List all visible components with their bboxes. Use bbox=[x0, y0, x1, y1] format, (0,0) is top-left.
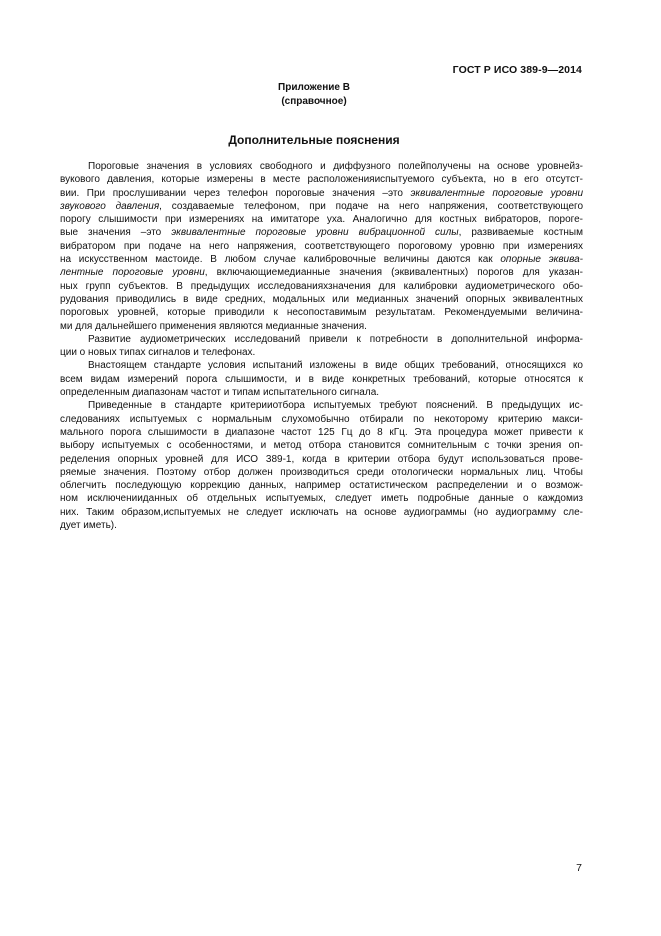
text-line bbox=[60, 187, 583, 200]
text-line bbox=[60, 506, 583, 519]
text-run: ных групп субъектов. В предыдущих исследованияхзначения для калибровки аудиометрического обо- bbox=[60, 280, 583, 292]
text-line bbox=[60, 426, 583, 439]
text-line bbox=[60, 306, 583, 319]
body-text bbox=[60, 160, 583, 532]
text-run: на искусственном мастоиде. В любом случае калибровочные величины даются как bbox=[60, 254, 501, 266]
text-line bbox=[60, 240, 583, 253]
text-run: мального порога слышимости в диапазоне частот 125 Гц до 8 кГц. Эта процедура может привести к bbox=[60, 426, 583, 438]
text-line bbox=[60, 373, 583, 386]
text-run: них. Таким образом,испытуемых не следует исключать на основе аудиограммы (но аудиограмму сле- bbox=[60, 506, 583, 518]
page-number: 7 bbox=[576, 862, 582, 874]
italic-term: лентные пороговые уровни bbox=[60, 267, 205, 279]
text-run: ми для дальнейшего применения являются медианные значения. bbox=[60, 320, 367, 332]
text-line bbox=[60, 333, 583, 346]
text-line bbox=[60, 213, 583, 226]
text-line bbox=[60, 266, 583, 279]
text-run: ряемые значения. Поэтому отбор должен производиться среди отологически нормальных лиц. Чтобы bbox=[60, 466, 583, 478]
text-run: вукового давления, которые измерены в месте расположенияиспытуемого субъекта, но в его отсутст- bbox=[60, 174, 583, 186]
paragraph bbox=[60, 160, 583, 333]
text-line bbox=[60, 492, 583, 505]
text-run: вии. При прослушивании через телефон пороговые значения –это bbox=[60, 187, 411, 199]
text-line bbox=[60, 346, 583, 359]
section-title: Дополнительные пояснения bbox=[228, 133, 400, 147]
text-run: ределения опорных уровней для ИСО 389-1, когда в критерии отбора будут использоваться прове- bbox=[60, 453, 583, 465]
text-run: пороговых уровней, которые приводили к несопоставимым результатам. Рекомендуемыми величина- bbox=[60, 307, 583, 319]
annex-label: Приложение В bbox=[278, 82, 350, 93]
italic-term: звукового давления bbox=[60, 200, 160, 212]
text-run: всем видам измерений порога слышимости, и в виде конкретных требований, которые относятся к bbox=[60, 373, 583, 385]
text-run: определенным диапазонам частот и типам испытательного сигнала. bbox=[60, 387, 380, 399]
text-run: вые значения –это bbox=[60, 227, 172, 239]
text-line bbox=[60, 293, 583, 306]
text-line bbox=[60, 173, 583, 186]
italic-term: эквивалентные пороговые уровни bbox=[410, 187, 583, 199]
text-run: , развиваемые костным bbox=[458, 227, 583, 239]
text-line bbox=[60, 160, 583, 173]
text-line bbox=[60, 226, 583, 239]
text-line bbox=[60, 386, 583, 399]
text-run: Приведенные в стандарте критерииотбора испытуемых требуют пояснений. В предыдущих ис- bbox=[88, 400, 583, 412]
standard-designation: ГОСТ Р ИСО 389-9—2014 bbox=[452, 64, 582, 76]
text-line bbox=[60, 479, 583, 492]
text-run: ции о новых типах сигналов и телефонах. bbox=[60, 347, 256, 359]
text-run: Пороговые значения в условиях свободного и диффузного полейполучены на основе уровнейз- bbox=[88, 161, 583, 172]
text-run: , включающиемедианные значения (эквивалентных) порогов для указан- bbox=[204, 267, 583, 279]
text-line bbox=[60, 439, 583, 452]
text-line bbox=[60, 280, 583, 293]
text-run: облегчить последующую коррекцию данных, например остатистическом распределении и о возмож- bbox=[60, 480, 583, 492]
text-line bbox=[60, 466, 583, 479]
text-line bbox=[60, 359, 583, 372]
text-line bbox=[60, 519, 583, 532]
italic-term: эквивалентные пороговые уровни вибрационной силы bbox=[171, 227, 459, 239]
text-run: ном исключенииданных об отдельных испытуемых, следует иметь подробные данные о каждомиз bbox=[60, 493, 583, 505]
italic-term: опорные эквива- bbox=[500, 254, 583, 266]
text-run: выбору испытуемых с особенностями, и метод отбора становится сомнительным с точки зрения оп- bbox=[60, 440, 583, 452]
text-run: рудования приводились в виде средних, модальных или медианных значений опорных эквивалентных bbox=[60, 293, 583, 305]
paragraph bbox=[60, 399, 583, 532]
paragraph bbox=[60, 333, 583, 360]
text-run: , создаваемые телефоном, при подаче на него напряжения, соответствующего bbox=[159, 200, 583, 212]
paragraph bbox=[60, 359, 583, 399]
text-run: порогу слышимости при измерениях на имитаторе уха. Аналогично для костных вибраторов, пороге- bbox=[60, 214, 583, 226]
annex-type: (справочное) bbox=[281, 96, 347, 107]
text-run: Внастоящем стандарте условия испытаний изложены в виде общих требований, относящихся ко bbox=[88, 360, 583, 372]
text-run: следованиях испытуемых с нормальным слухомобычно отбирали по некоторому критерию макси- bbox=[60, 413, 583, 425]
text-run: дует иметь). bbox=[60, 520, 117, 532]
text-line bbox=[60, 200, 583, 213]
text-line bbox=[60, 253, 583, 266]
text-run: Развитие аудиометрических исследований привели к потребности в дополнительной информа- bbox=[88, 333, 583, 345]
text-line bbox=[60, 413, 583, 426]
text-line bbox=[60, 399, 583, 412]
text-line bbox=[60, 320, 583, 333]
text-line bbox=[60, 453, 583, 466]
text-run: вибратором при подаче на него напряжения, соответствующего пороговому уровню при измерениях bbox=[60, 240, 583, 252]
